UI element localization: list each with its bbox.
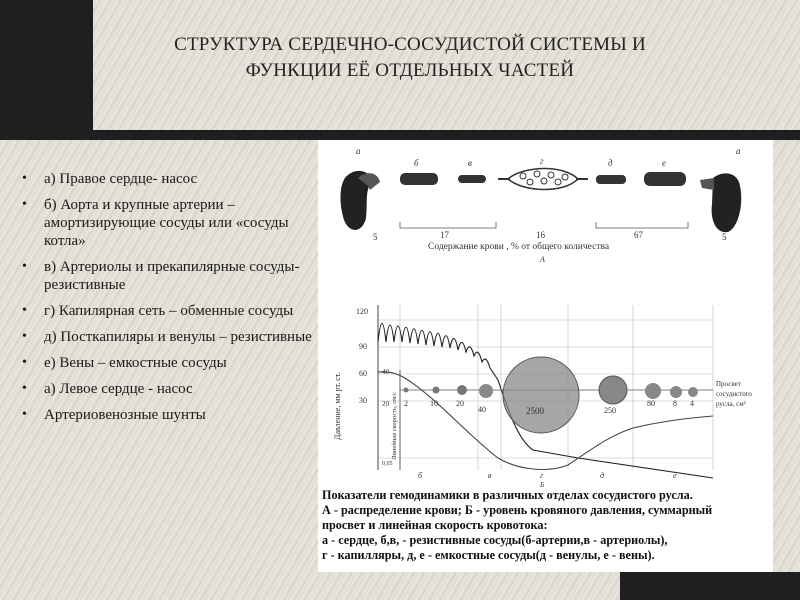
title-line-1: СТРУКТУРА СЕРДЕЧНО-СОСУДИСТОЙ СИСТЕМЫ И — [174, 34, 646, 55]
vessel-letter: в — [468, 158, 472, 168]
figure-caption — [322, 488, 772, 563]
bullet-item: • д) Посткапиляры и венулы – резистивные — [18, 328, 328, 346]
panel-label-a: А — [540, 255, 545, 264]
bullet-list — [18, 170, 328, 432]
caption-line: а - сердце, б,в, - резистивные сосуды(б-артерии,в - артериолы), — [322, 533, 668, 547]
bullet-item: • в) Артериолы и прекапилярные сосуды-резистивные — [18, 258, 328, 294]
vessel-letter: г — [540, 156, 544, 166]
decor-bar-left — [0, 0, 93, 135]
venule-vessel — [596, 175, 626, 184]
zone-letter: б — [418, 471, 423, 480]
caption-line: А - распределение крови; Б - уровень кровяного давления, суммарный — [322, 503, 713, 517]
hemodynamics-figure — [318, 140, 773, 572]
blood-content-label: Содержание крови , % от общего количества — [428, 242, 610, 252]
bullet-item: • Артериовенозные шунты — [18, 406, 328, 424]
percent-value: 67 — [634, 230, 643, 240]
caption-line: Показатели гемодинамики в различных отделах сосудистого русла. — [322, 488, 693, 502]
figure-drawing — [318, 140, 773, 488]
area-value: 2500 — [526, 406, 544, 416]
area-value: 250 — [604, 406, 616, 415]
capillary-network-icon — [498, 168, 588, 189]
left-heart-icon — [700, 173, 741, 232]
vessel-letter: д — [608, 158, 613, 168]
percent-brackets — [400, 222, 688, 228]
pressure-tick: 60 — [359, 369, 367, 378]
area-value: 20 — [456, 399, 464, 408]
vessel-letter: б — [414, 158, 419, 168]
area-value: 40 — [478, 405, 486, 414]
area-value: 4 — [690, 399, 694, 408]
decor-bar-bottom — [620, 572, 800, 600]
percent-value: 5 — [373, 232, 378, 242]
vein-vessel — [644, 172, 686, 186]
pressure-axis-label: Давление, мм рт. ст. — [333, 372, 342, 440]
bullet-item: • а) Левое сердце - насос — [18, 380, 328, 398]
hemodynamics-chart — [378, 305, 713, 478]
percent-value: 16 — [536, 230, 545, 240]
percent-value: 5 — [722, 232, 727, 242]
zone-letter: в — [488, 471, 492, 480]
zone-letter: е — [673, 471, 677, 480]
zone-letter: г — [540, 471, 544, 480]
area-value: 8 — [673, 399, 677, 408]
velocity-axis-label: Линейная скорость, см/с — [391, 392, 398, 460]
area-label: Просвет — [716, 380, 741, 388]
caption-line: г - капилляры, д, е - емкостные сосуды(д - венулы, е - вены). — [322, 548, 655, 562]
caption-line: просвет и линейная скорость кровотока: — [322, 518, 548, 532]
percent-value: 17 — [440, 230, 449, 240]
velocity-tick: 40 — [382, 368, 389, 376]
area-value: 10 — [430, 399, 438, 408]
pressure-tick: 90 — [359, 342, 367, 351]
title-line-2: ФУНКЦИИ ЕЁ ОТДЕЛЬНЫХ ЧАСТЕЙ — [245, 60, 575, 81]
bullet-item: • а) Правое сердце- насос — [18, 170, 328, 188]
bullet-item: • е) Вены – емкостные сосуды — [18, 354, 328, 372]
vessel-letter: е — [662, 158, 666, 168]
velocity-tick: 0,05 — [382, 461, 393, 467]
aorta-vessel — [400, 173, 438, 185]
bullet-item: • г) Капилярная сеть – обменные сосуды — [18, 302, 328, 320]
pressure-tick: 30 — [359, 396, 367, 405]
area-value: 2 — [404, 399, 408, 408]
area-label: сосудистого — [716, 390, 752, 398]
zone-letter: д — [600, 471, 605, 480]
slide-title — [130, 32, 690, 84]
vessel-letter: а — [356, 146, 361, 156]
panel-label-b: Б — [540, 481, 545, 488]
pressure-tick: 120 — [356, 307, 368, 316]
vessel-letter: а — [736, 146, 741, 156]
arteriole-vessel — [458, 175, 486, 183]
velocity-tick: 20 — [382, 400, 389, 408]
area-value: 80 — [647, 399, 655, 408]
right-heart-icon — [341, 171, 380, 230]
decor-bar-horizontal — [0, 130, 800, 140]
bullet-item: • б) Аорта и крупные артерии – амортизирующие сосуды или «сосуды котла» — [18, 196, 328, 250]
area-label: русла, см² — [716, 400, 746, 408]
